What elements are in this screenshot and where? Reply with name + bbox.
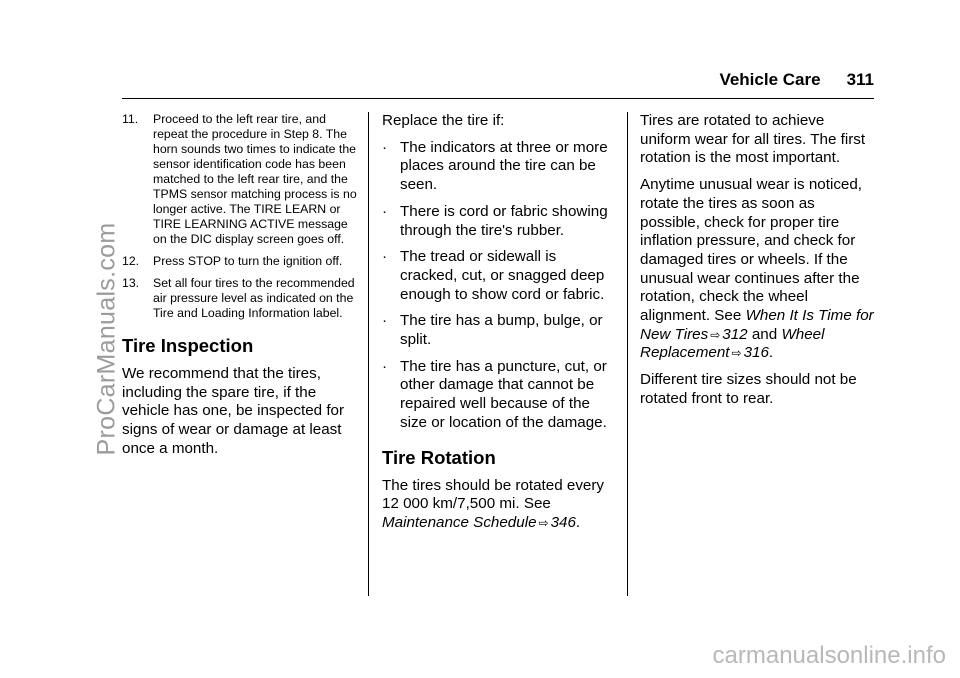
step-item [122,254,358,269]
side-watermark: ProCarManuals.com [92,222,121,456]
period: . [768,344,774,362]
replace-intro: Replace the tire if: [382,112,505,129]
list-item [382,358,616,433]
heading-tire-inspection: Tire Inspection [122,335,254,356]
bullet-text: The tire has a puncture, cut, or other damage that cannot be repaired well because of the size or location of the damage. [400,357,607,431]
bullet: · [382,202,388,220]
new-tires-link[interactable]: When It Is Time for New Tires [640,307,874,343]
page-ref-arrow-icon: ⇨ [731,346,742,361]
rotation-purpose-paragraph: Tires are rotated to achieve uniform wear for all tires. The first rotation is the most important. [640,112,866,167]
heading-tire-rotation: Tire Rotation [382,446,496,468]
bullet: · [382,248,388,266]
column-divider-2 [627,112,628,596]
page-ref-346[interactable]: 346 [550,513,576,531]
tire-sizes-paragraph: Different tire sizes should not be rotated front to rear. [640,371,857,407]
page-ref-arrow-icon: ⇨ [538,515,549,530]
section-title: Vehicle Care [719,70,821,89]
step-text: Proceed to the left rear tire, and repeat the procedure in Step 8. The horn sounds two times to indicate the sensor identification code has been matched to the left rear tire, and the TPMS sensor matching process is no longer active. The TIRE LEARN or TIRE LEARNING ACTIVE message on the DIC display screen goes off. [153,112,357,246]
header-rule [122,98,874,99]
period: . [575,513,581,531]
step-number: 12. [122,254,140,268]
step-item [122,276,358,321]
page-header [122,70,874,90]
tire-rotation-paragraph [382,477,616,533]
bottom-watermark: carmanualsonline.info [712,642,946,669]
bullet-text: The tread or sidewall is cracked, cut, or snagged deep enough to show cord or fabric. [400,248,605,303]
unusual-wear-paragraph [640,176,876,363]
column-1 [122,112,358,467]
list-item [382,248,616,304]
bullet: · [382,138,388,156]
page-ref-316[interactable]: 316 [743,344,769,362]
list-item [382,203,616,240]
paragraph-text: Anytime unusual wear is noticed, rotate the tires as soon as possible, check for proper tire inflation pressure, and check for damaged tires or wheels. If the unusual wear continues after the rotation, check the wheel alignment. See [640,176,863,325]
column-divider-1 [368,112,369,596]
bullet-text: The indicators at three or more places around the tire can be seen. [400,138,608,194]
page-ref-312[interactable]: 312 [722,325,748,343]
step-item [122,112,358,247]
column-3 [640,112,876,417]
step-number: 11. [122,112,139,126]
column-2 [382,112,616,541]
and-text: and [751,325,778,343]
maintenance-schedule-link[interactable]: Maintenance Schedule [382,513,537,531]
list-item [382,139,616,195]
bullet: · [382,357,388,375]
tire-inspection-paragraph: We recommend that the tires, including the spare tire, if the vehicle has one, be inspected for signs of wear or damage at least once a month. [122,365,345,457]
step-list [122,112,358,321]
bullet-text: There is cord or fabric showing through the tire's rubber. [400,202,608,239]
list-item [382,312,616,349]
page-ref-arrow-icon: ⇨ [710,327,721,342]
bullet-text: The tire has a bump, bulge, or split. [400,312,603,349]
page-number: 311 [846,70,874,89]
step-text: Set all four tires to the recommended air pressure level as indicated on the Tire and Loading Information label. [153,276,355,320]
step-number: 13. [122,276,140,290]
bullet: · [382,312,388,330]
step-text: Press STOP to turn the ignition off. [153,254,343,268]
paragraph-text: The tires should be rotated every 12 000 km/7,500 mi. See [382,476,605,513]
wheel-replacement-link[interactable]: Wheel Replacement [640,325,825,362]
